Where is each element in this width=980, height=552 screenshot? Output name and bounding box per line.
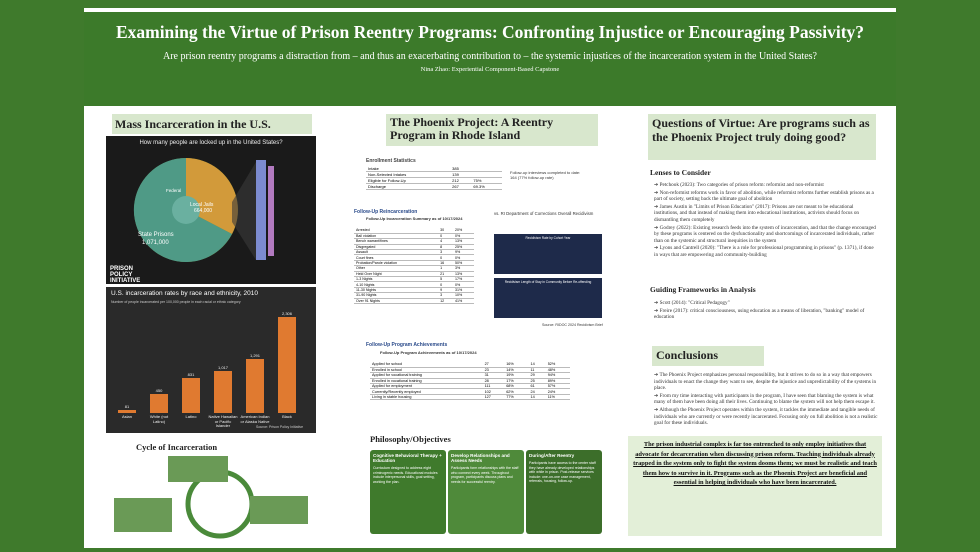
achievement-cell: 11% <box>546 394 570 399</box>
bar-0 <box>118 410 136 413</box>
guide-item: ➔ Scott (2014): "Critical Pedagogy" <box>654 300 730 306</box>
final-statement-text: The prison industrial complex is far too entrenched to only employ initiatives that advocate for decarceration when discussing prison reform. Teaching individuals already trapped in the system only to fight the system dooms them; we must be realistic and teach them how to survive in it. Programs such as the Phoenix Project are beneficial and essential in helping individuals who have been incarcerated. <box>633 441 877 486</box>
achievement-cell: 102 <box>483 389 505 394</box>
pie-side-bar-b <box>268 166 274 256</box>
achievement-cell: 14 <box>528 394 545 399</box>
pie-label-local: Local Jails <box>190 202 214 208</box>
reincarceration-cell: 9 <box>438 287 453 292</box>
reincarceration-cell: 11-30 Nights <box>354 287 438 292</box>
enrollment-note: Follow-up interviews completed to date: 164 (77% follow-up rate) <box>510 170 581 180</box>
achievements-subtitle: Follow-Up Program Achievements as of 10/17/2024 <box>380 350 477 355</box>
philosophy-heading: Philosophy/Objectives <box>370 434 451 444</box>
achievement-cell: 24% <box>546 389 570 394</box>
reincarceration-cell: 9% <box>453 250 474 255</box>
enrollment-table <box>366 166 502 190</box>
lenses-list <box>654 182 878 260</box>
guiding-heading: Guiding Frameworks in Analysis <box>650 285 756 294</box>
reincarceration-cell: 12 <box>438 298 453 303</box>
pie-connector <box>232 162 256 260</box>
reincarceration-cell: Disgregated <box>354 244 438 249</box>
recidivism-chart-a <box>494 234 602 274</box>
section-heading-questions: Questions of Virtue: Are programs such as the Phoenix Project truly doing good? <box>648 114 876 160</box>
enrollment-cell: Eligible for Follow-Up <box>366 178 450 184</box>
cycle-box-right <box>250 496 308 524</box>
reincarceration-cell: 13% <box>453 271 474 276</box>
pie-side-bar-a <box>256 160 266 260</box>
achievement-row <box>370 394 570 399</box>
achievement-cell: 127 <box>483 394 505 399</box>
achievements-table <box>370 362 570 400</box>
lens-item: ➔ James Austin in "Limits of Prison Education" (2017): Prisons are not meant to be educational institutions, and that instead of making them into educational institutions, activists should focus on dismantling them completely <box>654 203 860 223</box>
enrollment-cell: Discharge <box>366 184 450 190</box>
philosophy-step <box>448 450 524 534</box>
reincarceration-cell: 0% <box>453 282 474 287</box>
achievement-cell: 11 <box>528 367 545 372</box>
achievement-cell: 14 <box>528 362 545 367</box>
bar-2 <box>182 378 200 413</box>
bar-chart-source: Source: Prison Policy Initiative <box>256 425 304 429</box>
philosophy-step-body: Curriculum designed to address eight criminogenic needs. Educational modules include interpersonal skills, goal setting, working the plan. <box>373 466 438 484</box>
reincarceration-cell: 5 <box>438 277 453 282</box>
reincarceration-cell: Bail violation <box>354 233 438 238</box>
philosophy-step-body: Participants form relationships with the staff who connect every week. Throughout program, participants discuss plans and needs for successful reentry. <box>451 466 519 484</box>
pie-chart <box>106 152 316 282</box>
poster <box>84 8 896 548</box>
author-line: Nina Zhao: Experiential Component-Based Capstone <box>420 66 560 73</box>
achievement-cell: Applied for school <box>370 362 483 367</box>
bar-value-1: 450 <box>155 388 163 394</box>
cycle-box-left <box>114 498 172 532</box>
philosophy-step <box>370 450 446 534</box>
achievement-cell: 29 <box>528 373 545 378</box>
reincarceration-cell: 0 <box>438 282 453 287</box>
pie-label-state: State Prisons <box>138 232 174 238</box>
conclusion-item: ➔ From my time interacting with participants in the program, I have seen that blaming the system is what many of them have been doing all their lives. Continuing to blame the system will not help them escape it. <box>654 392 875 406</box>
bar-1 <box>150 394 168 413</box>
section-heading-conclusions: Conclusions <box>652 346 764 366</box>
cycle-box-top <box>168 456 228 482</box>
reincarceration-cell: Court fines <box>354 255 438 260</box>
achievement-cell: 111 <box>483 384 505 389</box>
lens-item: ➔ Non-reformist reforms work in favor of abolition, while reformist reforms further establish prisons as a part of society, setting back the ultimate goal of abolition <box>654 189 874 203</box>
achievement-cell: 94% <box>546 373 570 378</box>
achievement-cell: Currently/Recently employed <box>370 389 483 394</box>
reincarceration-cell: 13% <box>453 239 474 244</box>
reincarceration-cell: 31-90 Nights <box>354 293 438 298</box>
reincarceration-cell: 0% <box>453 255 474 260</box>
reincarceration-cell: 4 <box>438 239 453 244</box>
brand-logo: PRISON POLICY INITIATIVE <box>110 266 141 284</box>
enrollment-cell: 75% <box>471 178 502 184</box>
achievement-cell: 62% <box>504 389 528 394</box>
achievement-cell: 24 <box>528 389 545 394</box>
recidivism-chart-b-title: Recidivism Length of Stay in Community Before Re-offending <box>504 280 592 284</box>
conclusion-item: ➔ The Phoenix Project emphasizes personal responsibility, but it strives to do so in a way that empowers individuals to enact the change they want to see, despite the injustice and unpredictability of the systems in place. <box>654 372 877 392</box>
section-heading-phoenix: The Phoenix Project: A Reentry Program in Rhode Island <box>386 114 598 146</box>
bar-value-0: 81 <box>124 403 130 409</box>
reincarceration-cell: Over 91 Nights <box>354 298 438 303</box>
philosophy-step <box>526 450 602 534</box>
reincarceration-cell: 3% <box>453 266 474 271</box>
achievement-cell: 19% <box>504 373 528 378</box>
bar-3 <box>214 371 232 413</box>
pie-value-state: 1,071,000 <box>142 240 169 246</box>
reincarceration-cell: Bench warrant/fines <box>354 239 438 244</box>
lens-item: ➔ Lyons and Cantrell (2020): "There is a role for professional programming in prisons" (p. 1371), if done in ways that are empowering and community-building <box>654 245 874 258</box>
recidivism-chart-a-title: Recidivism Rate by Cohort Year <box>525 236 571 240</box>
reincarceration-cell: Other <box>354 266 438 271</box>
enrollment-cell: Non-Selected Intakes <box>366 172 450 178</box>
pie-chart-panel <box>106 136 316 284</box>
bar-chart-subtitle: Number of people incarcerated per 100,000 people in each racial or ethnic category <box>111 300 241 304</box>
achievement-cell: 68% <box>504 384 528 389</box>
philosophy-step-body: Participants have access to the center staff they have already developed relationships with while in prison. Post-release services include: one-on-one case management, referrals, housing, follow-up. <box>529 461 596 483</box>
achievement-cell: Applied for employment <box>370 384 483 389</box>
enrollment-cell: 212 <box>450 178 471 184</box>
cycle-diagram <box>112 454 312 546</box>
enrollment-cell: 139 <box>450 172 471 178</box>
bar-4 <box>246 359 264 413</box>
philosophy-step-title: Develop Relationships and Assess Needs <box>451 453 510 463</box>
guiding-list <box>654 300 878 322</box>
reincarceration-table <box>354 228 474 304</box>
cycle-heading: Cycle of Incarceration <box>136 442 218 452</box>
achievement-cell: Applied for vocational training <box>370 373 483 378</box>
reincarceration-cell: 1 <box>438 266 453 271</box>
achievement-cell: 52% <box>546 362 570 367</box>
lens-item: ➔ Petchook (2023): Two categories of prison reform: reformist and non-reformist <box>654 182 824 188</box>
reincarceration-cell: 50% <box>453 260 474 265</box>
achievement-cell: 89% <box>546 378 570 383</box>
achievement-cell: 28 <box>483 378 505 383</box>
achievement-cell: Enrolled in school <box>370 367 483 372</box>
reincarceration-cell: 0 <box>438 255 453 260</box>
bar-value-4: 1,291 <box>249 353 260 359</box>
pie-chart-title: How many people are locked up in the United States? <box>139 140 283 146</box>
reincarceration-subtitle: Follow-Up Incarceration Summary as of 10/17/2024 <box>366 216 463 221</box>
achievement-cell: Enrolled in vocational training <box>370 378 483 383</box>
achievement-cell: Living in stable housing <box>370 394 483 399</box>
reincarceration-cell: 17% <box>453 277 474 282</box>
reincarceration-cell: 0% <box>453 233 474 238</box>
reincarceration-cell: 20% <box>453 228 474 233</box>
bar-5 <box>278 317 296 413</box>
pie-label-federal: Federal <box>166 188 182 193</box>
bar-value-2: 831 <box>187 372 195 378</box>
bar-category-5: Black <box>282 414 292 419</box>
final-statement <box>628 436 882 536</box>
poster-title: Examining the Virtue of Prison Reentry Programs: Confronting Injustice or Encouraging Passivity? <box>115 22 865 42</box>
reincarceration-cell: 25% <box>453 244 474 249</box>
achievement-cell: 16% <box>504 362 528 367</box>
reincarceration-cell: 4-10 Nights <box>354 282 438 287</box>
reincarceration-cell: Held Over Night <box>354 271 438 276</box>
enrollment-title: Enrollment Statistics <box>366 158 416 164</box>
reincarceration-row <box>354 298 474 303</box>
achievement-cell: 27 <box>483 362 505 367</box>
department-source: Source: RIDOC 2024 Recidivism Brief <box>542 323 603 327</box>
achievement-cell: 57% <box>546 384 570 389</box>
bar-category-3: Native Hawaiian or Pacific Islander <box>208 414 238 428</box>
enrollment-row <box>366 184 502 190</box>
bar-category-1: White (not Latino) <box>149 414 169 424</box>
reincarceration-cell: 1-3 Nights <box>354 277 438 282</box>
lens-item: ➔ Godrey (2022): Existing research feeds into the system of incarceration, and that the change encouraged by these programs is centered on the dysfunctionality and shortcomings of incarcerated individuals, rather than on the systemic and structural inequities in the system <box>654 224 876 244</box>
poster-header <box>84 12 896 106</box>
reincarceration-cell: 31% <box>453 287 474 292</box>
reincarceration-cell: 3 <box>438 250 453 255</box>
achievement-cell: 48% <box>546 367 570 372</box>
conclusions-list <box>654 372 878 428</box>
achievement-cell: 61 <box>528 384 545 389</box>
research-question: Are prison reentry programs a distraction from – and thus an exacerbating contribution to – the systemic injustices of the incarceration system in the United States? <box>163 51 817 62</box>
bar-chart-title: U.S. incarceration rates by race and ethnicity, 2010 <box>111 290 258 297</box>
enrollment-cell: 69.3% <box>471 184 502 190</box>
achievement-cell: 17% <box>504 378 528 383</box>
guide-item: ➔ Freire (2017): critical consciousness, using education as a means of liberation, "banking" model of education <box>654 307 865 321</box>
achievement-cell: 25 <box>528 378 545 383</box>
reincarceration-cell: 10% <box>453 293 474 298</box>
achievement-cell: 14% <box>504 367 528 372</box>
lenses-heading: Lenses to Consider <box>650 168 711 177</box>
bar-value-3: 1,017 <box>217 364 228 370</box>
bar-category-0: Asian <box>121 414 132 419</box>
reincarceration-cell: 3 <box>438 293 453 298</box>
bar-chart-panel <box>106 287 316 433</box>
reincarceration-cell: Assault <box>354 250 438 255</box>
enrollment-cell: 385 <box>450 166 471 172</box>
philosophy-step-title: During/After Reentry <box>529 453 575 458</box>
reincarceration-cell: 30 <box>438 228 453 233</box>
achievement-cell: 77% <box>504 394 528 399</box>
reincarceration-cell: 21 <box>438 271 453 276</box>
achievement-cell: 23 <box>483 367 505 372</box>
bar-value-5: 2,306 <box>281 311 292 316</box>
reincarceration-cell: 8 <box>438 244 453 249</box>
enrollment-cell: Intake <box>366 166 450 172</box>
reincarceration-cell: Probation/Parole violation <box>354 260 438 265</box>
bar-category-4: American Indian or Alaska Native <box>240 414 270 424</box>
department-title: vs. RI Department of Corrections Overall Recidivism <box>494 211 594 216</box>
bar-category-2: Latino <box>185 414 197 419</box>
enrollment-cell: 267 <box>450 184 471 190</box>
philosophy-flow <box>370 450 602 534</box>
conclusion-item: ➔ Although the Phoenix Project operates within the system, it tackles the immediate and tangible needs of individuals who are currently or were recently incarcerated. Focusing only on full abolition is not a realistic goal for these individuals. <box>654 406 878 427</box>
reincarceration-cell: Arrested <box>354 228 438 233</box>
reincarceration-cell: 16 <box>438 260 453 265</box>
section-heading-mass-incarceration: Mass Incarceration in the U.S. <box>112 114 312 134</box>
pie-value-local: 664,000 <box>194 208 213 214</box>
recidivism-chart-b <box>494 278 602 318</box>
achievement-cell: 31 <box>483 373 505 378</box>
reincarceration-cell: 0 <box>438 233 453 238</box>
achievements-title: Follow-Up Program Achievements <box>366 342 448 348</box>
philosophy-step-title: Cognitive Behavioral Therapy + Education <box>373 453 442 463</box>
reincarceration-title: Follow-Up Reincarceration <box>354 209 418 215</box>
reincarceration-cell: 41% <box>453 298 474 303</box>
